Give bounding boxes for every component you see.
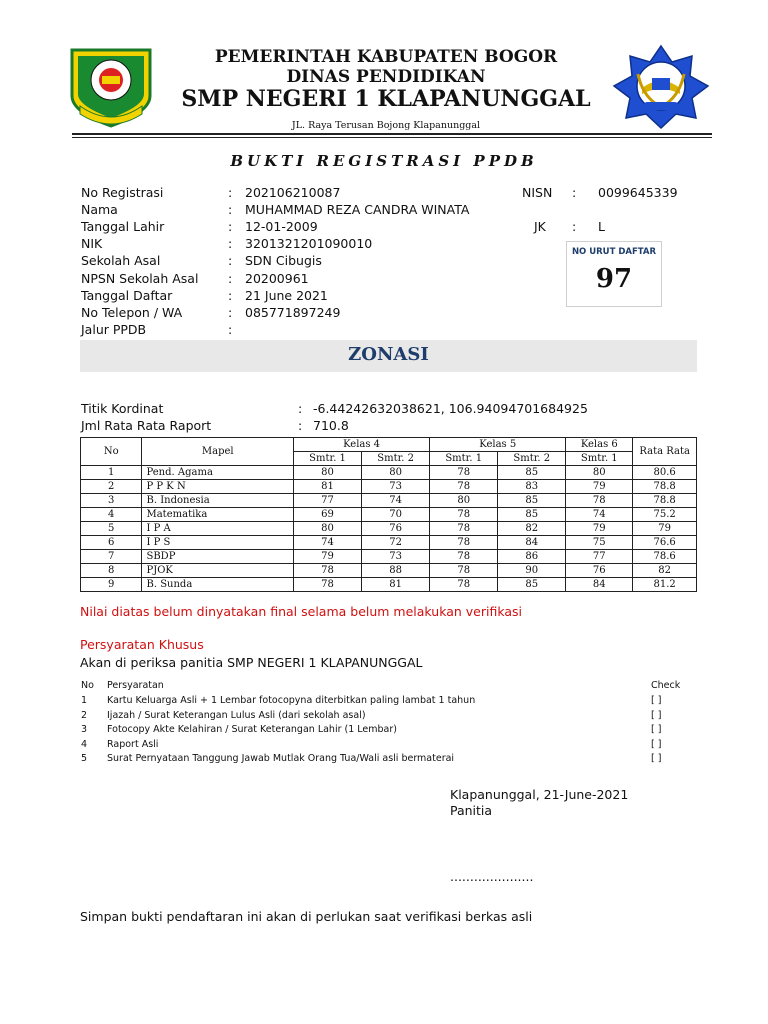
requirements-header-check: Check xyxy=(651,680,681,691)
requirement-check: [ ] xyxy=(651,738,662,750)
header-smtr1: Smtr. 1 xyxy=(294,452,362,466)
header-divider xyxy=(72,133,712,135)
grade-cell-k4s1: 80 xyxy=(294,466,362,480)
grade-cell-k4s1: 69 xyxy=(294,508,362,522)
grade-cell-rata: 82 xyxy=(633,564,697,578)
grade-cell-k5s1: 78 xyxy=(430,536,498,550)
grade-cell-mapel: Matematika xyxy=(142,508,294,522)
jk-value: L xyxy=(598,219,605,234)
grade-cell-rata: 75.2 xyxy=(633,508,697,522)
grade-cell-k4s1: 78 xyxy=(294,578,362,592)
grade-cell-k6s1: 77 xyxy=(566,550,633,564)
requirement-no: 1 xyxy=(81,695,88,706)
grade-cell-rata: 81.2 xyxy=(633,578,697,592)
grade-cell-k6s1: 80 xyxy=(566,466,633,480)
grade-cell-no: 5 xyxy=(81,522,142,536)
grades-row xyxy=(81,550,697,564)
grade-cell-k5s1: 78 xyxy=(430,550,498,564)
grades-table xyxy=(80,437,697,592)
grade-cell-mapel: SBDP xyxy=(142,550,294,564)
no-urut-value: 97 xyxy=(595,264,633,294)
header-smtr1: Smtr. 1 xyxy=(430,452,498,466)
grade-cell-no: 3 xyxy=(81,494,142,508)
document-title: BUKTI REGISTRASI PPDB xyxy=(230,152,538,170)
requirement-no: 5 xyxy=(81,753,88,764)
grade-cell-k5s2: 85 xyxy=(498,466,566,480)
grade-cell-k4s2: 72 xyxy=(362,536,430,550)
jalur-banner-text: ZONASI xyxy=(348,344,429,365)
grade-cell-mapel: I P S xyxy=(142,536,294,550)
grades-row xyxy=(81,494,697,508)
grade-cell-k5s1: 78 xyxy=(430,578,498,592)
verification-warning: Nilai diatas belum dinyatakan final selama belum melakukan verifikasi xyxy=(80,604,523,619)
koordinat-label: Titik Kordinat xyxy=(81,401,164,416)
colon: : xyxy=(228,253,233,268)
grade-cell-k6s1: 79 xyxy=(566,522,633,536)
grade-cell-mapel: B. Indonesia xyxy=(142,494,294,508)
tanggal-daftar-value: 21 June 2021 xyxy=(245,288,328,303)
grade-cell-no: 1 xyxy=(81,466,142,480)
header-smtr1: Smtr. 1 xyxy=(566,452,633,466)
colon: : xyxy=(228,236,233,251)
grades-row xyxy=(81,564,697,578)
grade-cell-k4s1: 77 xyxy=(294,494,362,508)
grade-cell-k5s2: 85 xyxy=(498,508,566,522)
requirement-text: Surat Pernyataan Tanggung Jawab Mutlak Orang Tua/Wali asli bermaterai xyxy=(107,753,455,764)
no-registrasi-value: 202106210087 xyxy=(245,185,341,200)
grade-cell-mapel: B. Sunda xyxy=(142,578,294,592)
nik-value: 3201321201090010 xyxy=(245,236,373,251)
grade-cell-k5s2: 84 xyxy=(498,536,566,550)
grade-cell-k6s1: 79 xyxy=(566,480,633,494)
grade-cell-mapel: P P K N xyxy=(142,480,294,494)
colon: : xyxy=(228,271,233,286)
grades-header-row xyxy=(81,438,697,452)
header-department: DINAS PENDIDIKAN xyxy=(286,67,486,87)
nik-label: NIK xyxy=(81,236,103,251)
grade-cell-k6s1: 75 xyxy=(566,536,633,550)
grade-cell-k4s2: 70 xyxy=(362,508,430,522)
rata-raport-value: 710.8 xyxy=(313,418,349,433)
grade-cell-rata: 78.8 xyxy=(633,494,697,508)
colon: : xyxy=(228,305,233,320)
telepon-label: No Telepon / WA xyxy=(81,305,183,320)
grade-cell-rata: 79 xyxy=(633,522,697,536)
requirements-header-item: Persyaratan xyxy=(107,680,164,691)
grade-cell-k4s2: 73 xyxy=(362,480,430,494)
no-urut-box xyxy=(566,241,662,307)
header-divider-thin xyxy=(72,137,712,138)
grade-cell-k4s2: 73 xyxy=(362,550,430,564)
grade-cell-k6s1: 78 xyxy=(566,494,633,508)
grades-row xyxy=(81,578,697,592)
persyaratan-subtitle: Akan di periksa panitia SMP NEGERI 1 KLAPANUNGGAL xyxy=(80,655,423,670)
no-registrasi-label: No Registrasi xyxy=(81,185,164,200)
requirement-check: [ ] xyxy=(651,753,662,764)
colon: : xyxy=(298,418,303,433)
grade-cell-mapel: PJOK xyxy=(142,564,294,578)
grade-cell-no: 7 xyxy=(81,550,142,564)
jalur-label: Jalur PPDB xyxy=(81,322,147,337)
requirement-check: [ ] xyxy=(651,724,662,735)
no-urut-label: NO URUT DAFTAR xyxy=(571,247,657,257)
kabupaten-bogor-logo xyxy=(68,46,154,128)
kab-bogor-emblem xyxy=(612,44,710,130)
grade-cell-k5s2: 86 xyxy=(498,550,566,564)
colon: : xyxy=(228,202,233,217)
grade-cell-mapel: Pend. Agama xyxy=(142,466,294,480)
jalur-banner xyxy=(80,340,697,372)
grade-cell-k5s1: 78 xyxy=(430,522,498,536)
header-mapel: Mapel xyxy=(142,438,294,466)
colon: : xyxy=(228,185,233,200)
grade-cell-mapel: I P A xyxy=(142,522,294,536)
grade-cell-no: 6 xyxy=(81,536,142,550)
requirement-no: 3 xyxy=(81,724,88,735)
grade-cell-no: 4 xyxy=(81,508,142,522)
grade-cell-k5s1: 78 xyxy=(430,508,498,522)
requirements-header-no: No xyxy=(81,680,94,691)
grade-cell-rata: 78.8 xyxy=(633,480,697,494)
requirement-no: 4 xyxy=(81,738,88,750)
persyaratan-heading: Persyaratan Khusus xyxy=(80,637,204,652)
colon: : xyxy=(228,288,233,303)
grades-row xyxy=(81,508,697,522)
grade-cell-k5s1: 78 xyxy=(430,466,498,480)
grade-cell-no: 8 xyxy=(81,564,142,578)
grade-cell-k5s1: 78 xyxy=(430,564,498,578)
header-smtr2: Smtr. 2 xyxy=(362,452,430,466)
grade-cell-k5s2: 82 xyxy=(498,522,566,536)
grade-cell-k4s2: 74 xyxy=(362,494,430,508)
telepon-value: 085771897249 xyxy=(245,305,341,320)
sekolah-asal-label: Sekolah Asal xyxy=(81,253,161,268)
grade-cell-k4s1: 78 xyxy=(294,564,362,578)
colon: : xyxy=(298,401,303,416)
requirement-check: [ ] xyxy=(651,709,662,721)
colon: : xyxy=(572,219,577,234)
header-school-name: SMP NEGERI 1 KLAPANUNGGAL xyxy=(181,86,591,112)
koordinat-value: -6.44242632038621, 106.94094701684925 xyxy=(313,401,588,416)
signature-role: Panitia xyxy=(450,803,493,818)
nama-label: Nama xyxy=(81,202,118,217)
grade-cell-k6s1: 84 xyxy=(566,578,633,592)
tanggal-daftar-label: Tanggal Daftar xyxy=(81,288,173,303)
grade-cell-k4s1: 81 xyxy=(294,480,362,494)
grade-cell-rata: 76.6 xyxy=(633,536,697,550)
grade-cell-rata: 80.6 xyxy=(633,466,697,480)
grade-cell-k6s1: 76 xyxy=(566,564,633,578)
grades-row xyxy=(81,536,697,550)
footer-note: Simpan bukti pendaftaran ini akan di perlukan saat verifikasi berkas asli xyxy=(80,909,533,924)
npsn-value: 20200961 xyxy=(245,271,309,286)
grades-row xyxy=(81,480,697,494)
requirement-no: 2 xyxy=(81,709,88,721)
grade-cell-no: 9 xyxy=(81,578,142,592)
header-kelas6: Kelas 6 xyxy=(566,438,633,452)
nama-value: MUHAMMAD REZA CANDRA WINATA xyxy=(245,202,470,217)
grades-row xyxy=(81,522,697,536)
jk-label: JK xyxy=(534,219,546,234)
requirement-text: Kartu Keluarga Asli + 1 Lembar fotocopyna diterbitkan paling lambat 1 tahun xyxy=(107,695,476,706)
header-government: PEMERINTAH KABUPATEN BOGOR xyxy=(214,47,558,67)
tanggal-lahir-label: Tanggal Lahir xyxy=(81,219,165,234)
header-kelas4: Kelas 4 xyxy=(294,438,430,452)
signature-line: ..................... xyxy=(450,869,534,884)
nisn-value: 0099645339 xyxy=(598,185,678,200)
signature-place-date: Klapanunggal, 21-June-2021 xyxy=(450,787,629,802)
grade-cell-k4s2: 81 xyxy=(362,578,430,592)
grade-cell-k4s1: 79 xyxy=(294,550,362,564)
grade-cell-k4s1: 80 xyxy=(294,522,362,536)
grade-cell-k5s1: 80 xyxy=(430,494,498,508)
header-rata: Rata Rata xyxy=(633,438,697,466)
requirement-text: Ijazah / Surat Keterangan Lulus Asli (dari sekolah asal) xyxy=(107,709,366,721)
requirement-check: [ ] xyxy=(651,695,662,706)
grade-cell-k5s2: 83 xyxy=(498,480,566,494)
grades-row xyxy=(81,466,697,480)
tanggal-lahir-value: 12-01-2009 xyxy=(245,219,318,234)
grade-cell-no: 2 xyxy=(81,480,142,494)
grade-cell-k4s1: 74 xyxy=(294,536,362,550)
rata-raport-label: Jml Rata Rata Raport xyxy=(81,418,212,433)
grade-cell-k4s2: 80 xyxy=(362,466,430,480)
grade-cell-k5s2: 85 xyxy=(498,578,566,592)
header-smtr2: Smtr. 2 xyxy=(498,452,566,466)
header-no: No xyxy=(81,438,142,466)
requirement-text: Raport Asli xyxy=(107,738,159,750)
colon: : xyxy=(228,322,233,337)
grade-cell-k5s1: 78 xyxy=(430,480,498,494)
header-kelas5: Kelas 5 xyxy=(430,438,566,452)
grade-cell-rata: 78.6 xyxy=(633,550,697,564)
requirement-text: Fotocopy Akte Kelahiran / Surat Keterangan Lahir (1 Lembar) xyxy=(107,724,397,735)
grade-cell-k5s2: 90 xyxy=(498,564,566,578)
grade-cell-k4s2: 88 xyxy=(362,564,430,578)
colon: : xyxy=(228,219,233,234)
nisn-label: NISN xyxy=(522,185,553,200)
npsn-label: NPSN Sekolah Asal xyxy=(81,271,199,286)
grade-cell-k6s1: 74 xyxy=(566,508,633,522)
grade-cell-k4s2: 76 xyxy=(362,522,430,536)
colon: : xyxy=(572,185,577,200)
header-address: JL. Raya Terusan Bojong Klapanunggal xyxy=(291,120,481,131)
grade-cell-k5s2: 85 xyxy=(498,494,566,508)
sekolah-asal-value: SDN Cibugis xyxy=(245,253,322,268)
